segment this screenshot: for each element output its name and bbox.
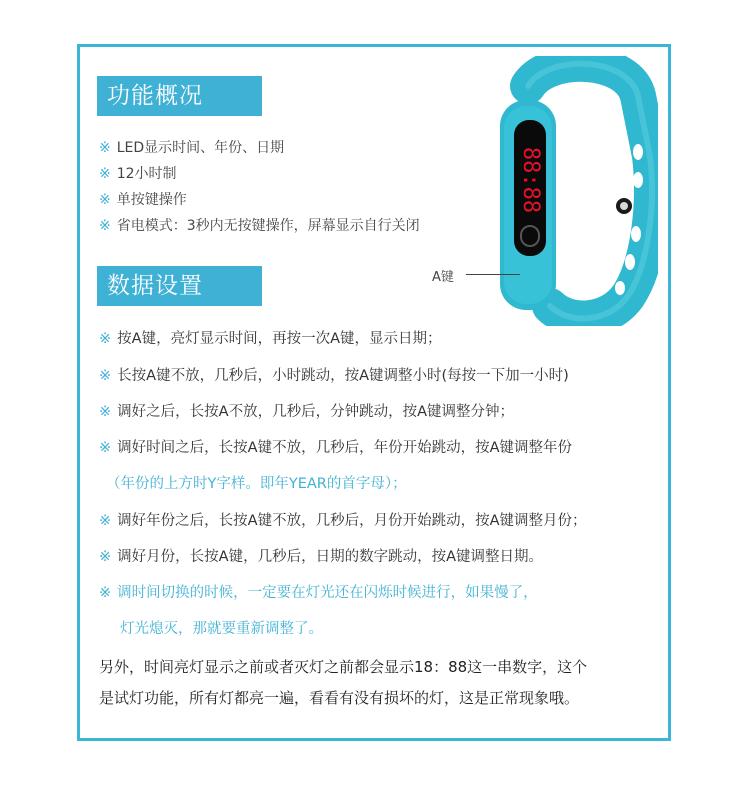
footer-line-2: 是试灯功能，所有灯都亮一遍，看看有没有损坏的灯，这是正常现象哦。 (99, 689, 580, 707)
strap-hole (631, 226, 641, 242)
feature-text: 单按键操作 (116, 192, 187, 208)
reference-mark-icon: ※ (99, 549, 112, 565)
setting-text: 调时间切换的时候，一定要在灯光还在闪烁时候进行，如果慢了， (117, 585, 538, 601)
setting-text: 调好月份，长按A键，几秒后，日期的数字跳动，按A键调整日期。 (117, 549, 543, 565)
setting-text: 灯光熄灭，那就要重新调整了。 (120, 621, 323, 637)
setting-text: 调好年份之后，长按A键不放，几秒后，月份开始跳动，按A键调整月份； (117, 513, 587, 529)
setting-item (99, 545, 543, 566)
setting-warning (99, 581, 538, 602)
reference-mark-icon: ※ (99, 166, 111, 182)
setting-text: （年份的上方时Y字样。即年YEAR的首字母）； (106, 476, 407, 492)
display-digits: 88:88 (518, 146, 543, 214)
reference-mark-icon: ※ (99, 331, 112, 347)
feature-item (99, 189, 187, 209)
setting-item (99, 436, 572, 457)
setting-text: 调好之后，长按A不放，几秒后，分钟跳动，按A键调整分钟； (117, 404, 514, 420)
reference-mark-icon: ※ (99, 368, 112, 384)
strap-hole (633, 172, 643, 188)
section-title-features: 功能概况 (97, 76, 262, 116)
feature-text: LED显示时间、年份、日期 (116, 140, 285, 156)
footer-line-1: 另外，时间亮灯显示之前或者灭灯之前都会显示18：88这一串数字，这个 (99, 658, 588, 676)
feature-text: 省电模式：3秒内无按键操作，屏幕显示自行关闭 (116, 218, 420, 234)
setting-text: 长按A键不放，几秒后，小时跳动，按A键调整小时(每按一下加一小时) (117, 368, 569, 384)
setting-note (106, 472, 407, 493)
buckle-pin (620, 202, 628, 210)
a-button-label: A键 (432, 270, 454, 285)
a-button-leader-line (466, 274, 520, 275)
strap-hole (633, 144, 643, 160)
reference-mark-icon: ※ (99, 404, 112, 420)
setting-item (99, 400, 514, 421)
reference-mark-icon: ※ (99, 218, 111, 234)
strap-hole (615, 281, 625, 295)
setting-warning-continued (120, 617, 323, 638)
reference-mark-icon: ※ (99, 140, 111, 156)
reference-mark-icon: ※ (99, 585, 112, 601)
feature-item (99, 137, 284, 157)
setting-item (99, 509, 587, 530)
reference-mark-icon: ※ (99, 513, 112, 529)
feature-item (99, 215, 420, 235)
reference-mark-icon: ※ (99, 192, 111, 208)
feature-text: 12小时制 (116, 166, 177, 182)
setting-text: 调好时间之后，长按A键不放，几秒后，年份开始跳动，按A键调整年份 (117, 440, 572, 456)
setting-item (99, 364, 569, 385)
feature-item (99, 163, 177, 183)
section-title-settings: 数据设置 (97, 266, 262, 306)
setting-text: 按A键，亮灯显示时间，再按一次A键，显示日期； (117, 331, 442, 347)
wristband-watch-image (488, 56, 658, 326)
setting-item (99, 327, 442, 348)
strap-hole (625, 254, 635, 270)
reference-mark-icon: ※ (99, 440, 112, 456)
